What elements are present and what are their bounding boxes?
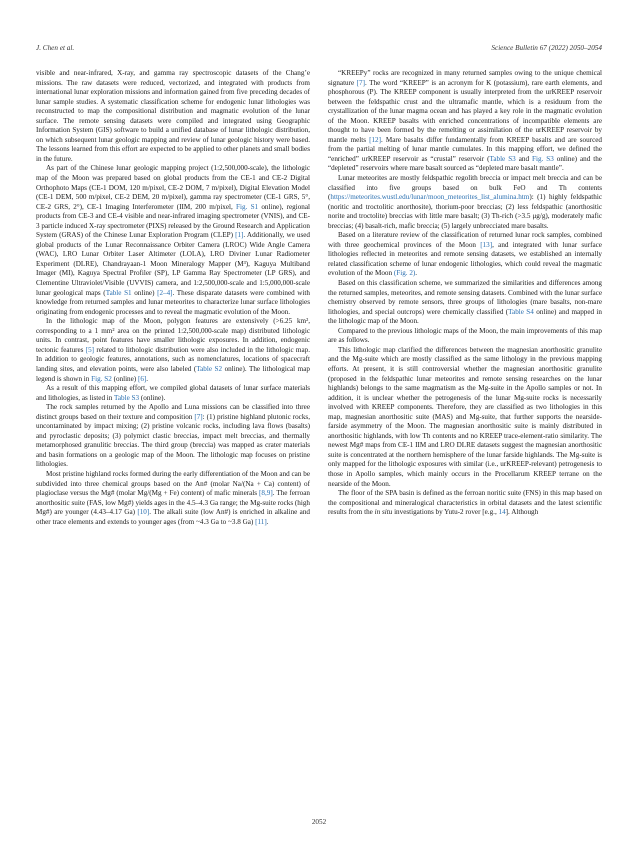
citation-link[interactable]: [10] bbox=[137, 508, 150, 517]
link-table-s1[interactable]: Table S1 bbox=[105, 288, 132, 297]
paragraph: “KREEPy” rocks are recognized in many returned samples owing to the unique chemical signature [7]. The word “KREEP” is an acronym for K (potassium), rare earth elements, and phosphorous (P). The KREEP component is usually interpreted from the urKREEP reservoir between the feldspathic crust and the ultramafic mantle, which is a residuum from the crystallization of the lunar magma ocean and has played a key role in the magmatic evolution of the Moon. KREEP basalts with enriched concentrations of incompatible elements are thought to have been formed by the remelting or assimilation of the urKREEP reservoir by mantle melts [12]. Mare basalts differ fundamentally from KREEP basalts and are sourced from the partial melting of lunar mantle cumulates. In this mapping effort, we defined the “enriched” urKREEP reservoir as “crustal” reservoir (Table S3 and Fig. S3 online) and the “depleted” reservoirs where mare basalt sourced as “depleted mare basalt mantle”. bbox=[328, 69, 602, 173]
header-authors: J. Chen et al. bbox=[36, 44, 75, 52]
citation-link[interactable]: [7] bbox=[194, 412, 203, 421]
header-journal: Science Bulletin 67 (2022) 2050–2054 bbox=[491, 44, 602, 52]
citation-link[interactable]: [7] bbox=[356, 78, 365, 87]
link-table-s4[interactable]: Table S4 bbox=[508, 307, 534, 316]
link-fig-2[interactable]: (Fig. 2) bbox=[393, 269, 416, 278]
paragraph: The rock samples returned by the Apollo and Luna missions can be classified into three distinct groups based on their texture and composition [7]: (1) pristine highland plutonic rocks, uncontaminated by impact mixing; (2) pristine volcanic rocks, including lava flows (basalts) and pyroclastic deposits; (3) polymict clastic breccias, impact melt breccias, and thermally metamorphosed granulitic breccias. The third group (breccia) was mapped as crater materials and basin formations on a geologic map of the Moon. The lithologic map focuses on pristine lithologies. bbox=[36, 403, 310, 469]
paragraph: As a result of this mapping effort, we compiled global datasets of lunar surface materials and lithologies, as listed in Table S3 (online). bbox=[36, 384, 310, 402]
link-fig-s2[interactable]: Fig. S2 bbox=[91, 374, 112, 383]
citation-link[interactable]: [11] bbox=[255, 517, 267, 526]
paragraph: The floor of the SPA basin is defined as the ferroan noritic suite (FNS) in this map based on the compositional and mineralogical characteristics in orbital datasets and the latest scientific results from the in situ investigations by Yutu-2 rover [e.g., 14]. Although bbox=[328, 489, 602, 517]
citation-link[interactable]: [8,9] bbox=[259, 489, 273, 498]
link-fig-s3[interactable]: Fig. S3 bbox=[531, 154, 554, 163]
paragraph: This lithologic map clarified the differences between the magnesian anorthositic granulite and the Mg-suite which are mostly classified as the same lithology in the previous mapping efforts. At present, it is still controversial whether the magnesian anorthositic granulite (proposed in the feldspathic lunar meteorites and remote sensing researches on the lunar highlands) belongs to the same magmatism as the Mg-suite in the Apollo samples or not. In addition, it is unclear whether the petrogenesis of the lunar Mg-suite rocks is necessarily involved with KREEP components. Therefore, they are classified as two lithologies in this map, magnesian anorthositic suite (MAS) and Mg-suite, that further supports the nearside-farside asymmetry of the Moon. The magnesian anorthositic suite is mainly distributed in anorthositic highlands, with low Th contents and no KREEP trace-element-ratio similarity. The newest Mg# maps from CE-1 IIM and LRO DLRE datasets suggest the magnesian anorthositic suite is concentrated at the northern hemisphere of the lunar farside highlands. The Mg-suite is only mapped for the lithologic exposures with similar (i.e., urKREEP-relevant) petrogenesis to those in Apollo samples, which mainly occurs in the Procellarum KREEP terrane on the nearside of the Moon. bbox=[328, 345, 602, 488]
citation-link[interactable]: [2–4] bbox=[157, 288, 173, 297]
paragraph: Compared to the previous lithologic maps of the Moon, the main improvements of this map are as follows. bbox=[328, 326, 602, 345]
paragraph: Lunar meteorites are mostly feldspathic regolith breccia or impact melt breccia and can be classified into five groups based on bulk FeO and Th contents (https://meteorites.wustl.edu/lunar/moon_meteorites_list_alumina.htm): (1) highly feldspathic (noritic and troctolitic anorthosite), thorium-poor breccias; (2) less feldspathic (anorthositic norite and troctolite) breccias with little mare basalt; (3) Th-rich (>3.5 μg/g), moderately mafic breccias; (4) basalt-rich, mafic breccia; (5) largely unbrecciated mare basalts. bbox=[328, 174, 602, 230]
link-table-s3[interactable]: Table S3 bbox=[114, 393, 140, 402]
meteorite-list-url-link[interactable]: https://meteorites.wustl.edu/lunar/moon_meteorites_list_alumina.htm bbox=[330, 193, 530, 202]
citation-link[interactable]: [12] bbox=[369, 135, 381, 144]
link-fig-s1[interactable]: Fig. S1 bbox=[236, 202, 259, 211]
paragraph: Based on a literature review of the classification of returned lunar rock samples, combined with three geochemical provinces of the Moon [13], and integrated with lunar surface lithologies reflected in meteorites and remote sensing datasets, we established an internally related classification scheme of lunar endogenic lithologies, which could reveal the magmatic evolution of the Moon (Fig. 2). bbox=[328, 231, 602, 278]
paragraph: visible and near-infrared, X-ray, and gamma ray spectroscopic datasets of the Chang’e missions. The raw datasets were reduced, vectorized, and integrated with products from international lunar exploration missions and information gained from five preceding decades of lunar sample studies. A systematic classification scheme for endogenic lunar lithologies was reconstructed to map the compositional distribution and magmatic evolution of the lunar surface. The remote sensing datasets were compiled and integrated using Geographic Information System (GIS) software to build a unified database of lunar lithologic distribution, on which subsequent lunar geologic mapping and review of lunar geologic history were based. The lessons learned from this effort are expected to be applied to other planets and small bodies in the future. bbox=[36, 69, 310, 163]
paragraph: As part of the Chinese lunar geologic mapping project (1:2,500,000-scale), the lithologic map of the Moon was prepared based on global products from the CE-1 and CE-2 Digital Orthophoto Maps (CE-1 DOM, 120 m/pixel, CE-2 DOM, 7 m/pixel), Digital Elevation Model (CE-1 DEM, 500 m/pixel, CE-2 DEM, 20 m/pixel), gamma ray spectrometer (CE-1 GRS, 5°, CE-2 GRS, 2°), CE-1 Imaging Interferometer (IIM, 200 m/pixel, Fig. S1 online), regional products from CE-3 and CE-4 visible and near-infrared imaging spectrometer (VNIS), and CE-3 particle induced X-ray spectrometer (PIXS) released by the Ground Research and Application System (GRAS) of the Chinese Lunar Exploration Program (CLEP) [1]. Additionally, we used global products of the Lunar Reconnaissance Orbiter Camera (LROC) Wide Angle Camera (WAC), LRO Lunar Orbiter Laser Altimeter (LOLA), LRO Diviner Lunar Radiometer Experiment (DLRE), Chandrayaan-1 Moon Mineralogy Mapper (M³), Kaguya Multiband Imager (MI), Kaguya Spectral Profiler (SP), LP Gamma Ray Spectrometer (LP GRS), and Clementine Ultraviolet/Visible (UVVIS) camera, and 1:2,500,000-scale and 1:5,000,000-scale lunar geological maps (Table S1 online) [2–4]. These disparate datasets were combined with knowledge from returned samples and lunar meteorites to characterize lunar surface lithologies originating from endogenic processes and to reveal the magmatic evolution of the Moon. bbox=[36, 164, 310, 316]
right-column bbox=[328, 69, 602, 518]
link-table-s2[interactable]: Table S2 bbox=[196, 364, 223, 373]
paragraph: Most pristine highland rocks formed during the early differentiation of the Moon and can be subdivided into three chemical groups based on the An# (molar Na/(Na + Ca) content) of plagioclase versus the Mg# (molar Mg/(Mg + Fe) content) of mafic minerals [8,9]. The ferroan anorthositic suite (FAS, low Mg#) yields ages in the 4.5–4.3 Ga range; the Mg-suite rocks (high Mg#) are younger (4.43–4.17 Ga) [10]. The alkali suite (low An#) is enriched in alkaline and other trace elements and extends to younger ages (from ~4.3 Ga to ~3.8 Ga) [11]. bbox=[36, 469, 310, 526]
italic-term: in situ bbox=[374, 508, 393, 517]
left-column bbox=[36, 69, 310, 527]
running-header bbox=[36, 44, 602, 56]
citation-link[interactable]: [6] bbox=[137, 374, 147, 383]
citation-link[interactable]: [1] bbox=[235, 231, 244, 240]
page-number: 2052 bbox=[311, 818, 327, 826]
paragraph: In the lithologic map of the Moon, polygon features are extensively (>6.25 km², corresponding to a 1 mm² area on the printed 1:2,500,000-scale map) distributed lithologic units. In contrast, point features have smaller lithologic exposures. In addition, endogenic tectonic features [5] related to lithologic distribution were also included in the lithologic map. In addition to geologic features, annotations, such as nomenclatures, locations of spacecraft landing sites, and elevation points, were also labeled (Table S2 online). The lithological map legend is shown in Fig. S2 (online) [6]. bbox=[36, 317, 310, 383]
citation-link[interactable]: [5] bbox=[85, 345, 95, 354]
citation-link[interactable]: [13] bbox=[480, 240, 493, 249]
paragraph: Based on this classification scheme, we summarized the similarities and differences among the returned samples, meteorites, and remote sensing datasets. Combined with the lunar surface chemistry observed by remote sensors, three groups of lithologies (mare basalts, non-mare lithologies, and special outcrops) were chemically classified (Table S4 online) and mapped in the lithologic map of the Moon. bbox=[328, 279, 602, 326]
link-table-s3[interactable]: Table S3 bbox=[489, 154, 516, 163]
citation-link[interactable]: 14 bbox=[498, 508, 506, 517]
